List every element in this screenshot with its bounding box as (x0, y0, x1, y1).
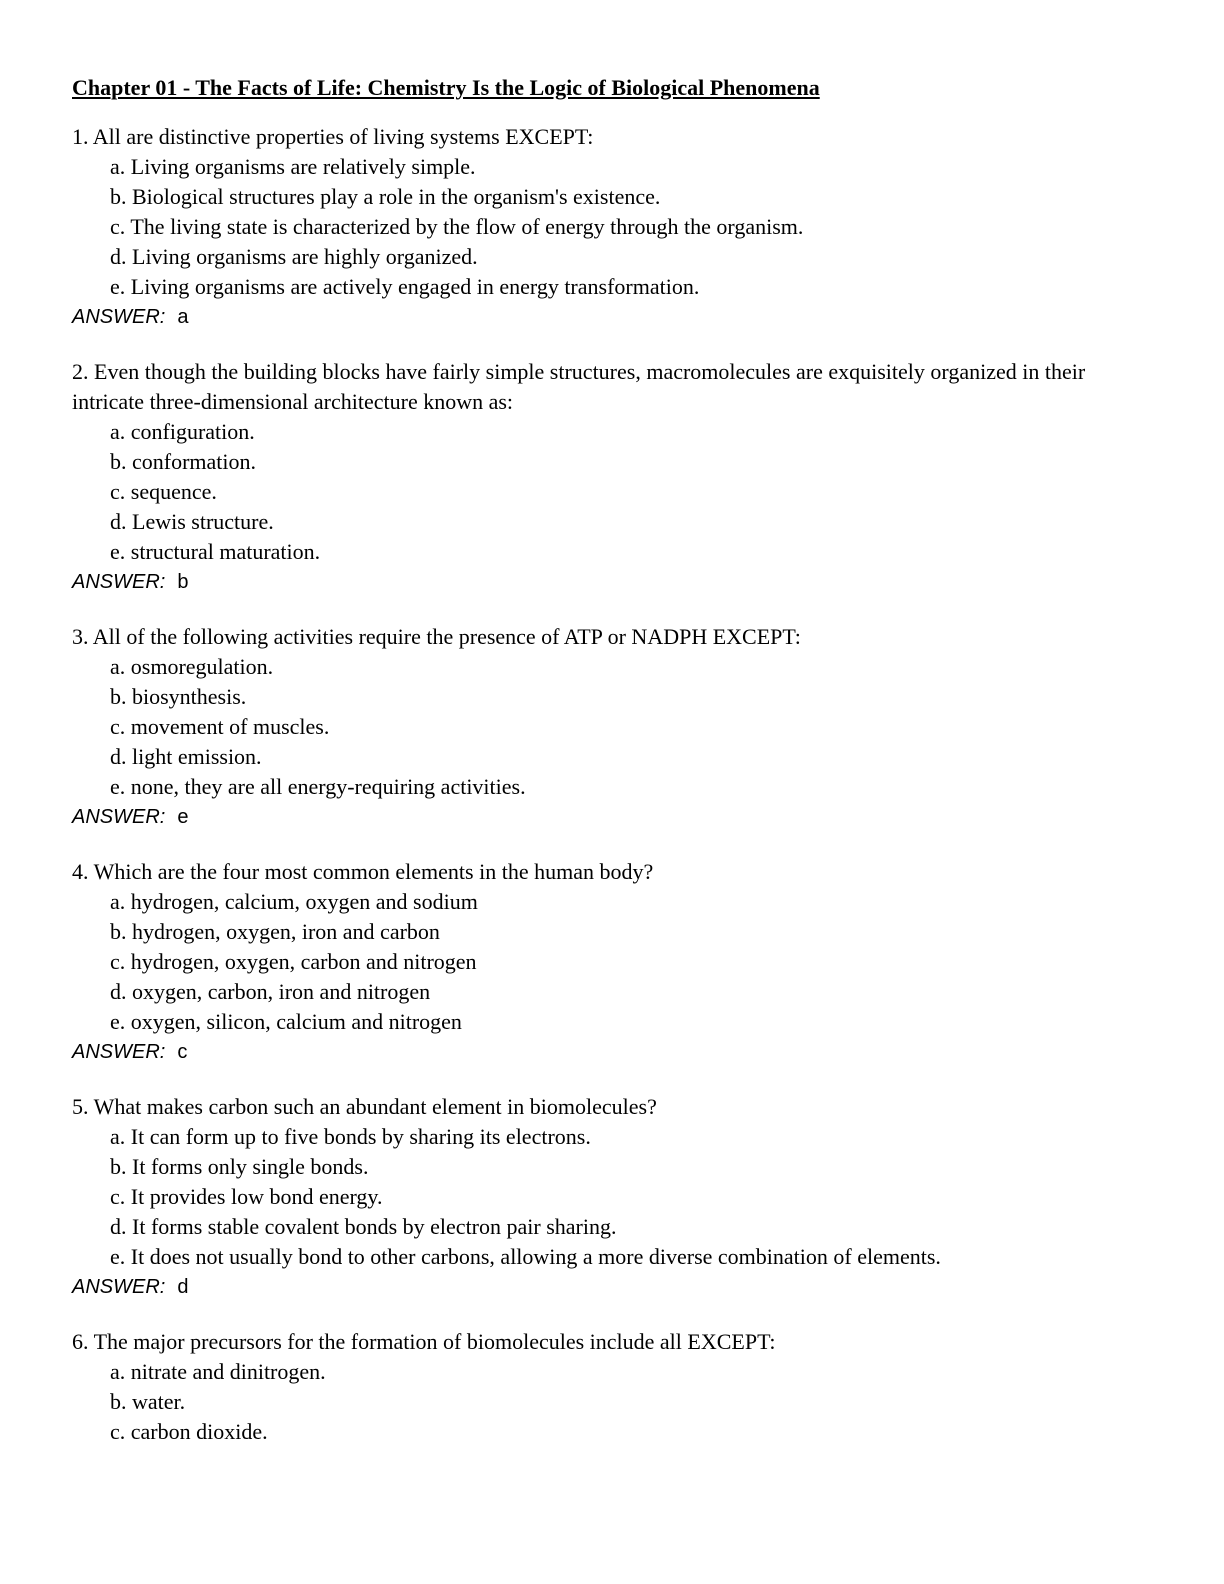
question-option: a. It can form up to five bonds by sharing its electrons. (110, 1124, 591, 1149)
options-list (72, 1122, 1158, 1272)
question-stem: 4. Which are the four most common elements in the human body? (72, 859, 654, 884)
question-option: b. hydrogen, oxygen, iron and carbon (110, 919, 440, 944)
question-option: a. configuration. (110, 419, 255, 444)
answer-line (72, 1272, 1158, 1302)
question (72, 1092, 1158, 1302)
answer-label: ANSWER: (72, 806, 166, 828)
question-option: d. light emission. (110, 744, 262, 769)
question-stem: 1. All are distinctive properties of living systems EXCEPT: (72, 124, 594, 149)
question-option: c. carbon dioxide. (110, 1419, 268, 1444)
question-option: b. It forms only single bonds. (110, 1154, 369, 1179)
options-list (72, 417, 1158, 567)
answer-label: ANSWER: (72, 1276, 166, 1298)
answer-value: e (177, 806, 189, 828)
question-option: d. Lewis structure. (110, 509, 274, 534)
answer-label: ANSWER: (72, 1041, 166, 1063)
options-list (72, 652, 1158, 802)
options-list (72, 152, 1158, 302)
question (72, 1327, 1158, 1447)
question-option: c. It provides low bond energy. (110, 1184, 383, 1209)
question-option: d. Living organisms are highly organized. (110, 244, 478, 269)
question-option: b. water. (110, 1389, 186, 1414)
question-option: a. Living organisms are relatively simple. (110, 154, 476, 179)
question-option: a. osmoregulation. (110, 654, 274, 679)
answer-value: a (177, 306, 189, 328)
answer-label: ANSWER: (72, 571, 166, 593)
question-option: c. sequence. (110, 479, 217, 504)
options-list (72, 1357, 1158, 1447)
answer-value: d (177, 1276, 189, 1298)
question (72, 357, 1158, 597)
question-option: b. Biological structures play a role in the organism's existence. (110, 184, 661, 209)
question-option: e. none, they are all energy-requiring activities. (110, 774, 526, 799)
question-option: e. structural maturation. (110, 539, 321, 564)
question-option: c. The living state is characterized by the flow of energy through the organism. (110, 214, 804, 239)
questions-list (72, 122, 1158, 1447)
question-option: c. movement of muscles. (110, 714, 330, 739)
answer-line (72, 302, 1158, 332)
page-title: Chapter 01 - The Facts of Life: Chemistry Is the Logic of Biological Phenomena (72, 75, 820, 100)
question-option: d. oxygen, carbon, iron and nitrogen (110, 979, 431, 1004)
answer-value: b (177, 571, 189, 593)
question-option: d. It forms stable covalent bonds by electron pair sharing. (110, 1214, 617, 1239)
question-option: c. hydrogen, oxygen, carbon and nitrogen (110, 949, 477, 974)
question-option: e. It does not usually bond to other carbons, allowing a more diverse combination of elements. (110, 1244, 941, 1269)
question-option: b. conformation. (110, 449, 257, 474)
question-stem: 2. Even though the building blocks have fairly simple structures, macromolecules are exquisitely organized in their intricate three-dimensional architecture known as: (72, 359, 1086, 414)
question (72, 622, 1158, 832)
question-stem: 3. All of the following activities require the presence of ATP or NADPH EXCEPT: (72, 624, 801, 649)
question-stem: 6. The major precursors for the formation of biomolecules include all EXCEPT: (72, 1329, 776, 1354)
question-option: a. nitrate and dinitrogen. (110, 1359, 326, 1384)
question (72, 857, 1158, 1067)
answer-line (72, 802, 1158, 832)
question-option: e. Living organisms are actively engaged in energy transformation. (110, 274, 700, 299)
question-option: e. oxygen, silicon, calcium and nitrogen (110, 1009, 462, 1034)
question-stem: 5. What makes carbon such an abundant element in biomolecules? (72, 1094, 657, 1119)
question-option: b. biosynthesis. (110, 684, 247, 709)
options-list (72, 887, 1158, 1037)
question (72, 122, 1158, 332)
question-option: a. hydrogen, calcium, oxygen and sodium (110, 889, 478, 914)
answer-label: ANSWER: (72, 306, 166, 328)
answer-line (72, 1037, 1158, 1067)
answer-line (72, 567, 1158, 597)
answer-value: c (177, 1041, 188, 1063)
